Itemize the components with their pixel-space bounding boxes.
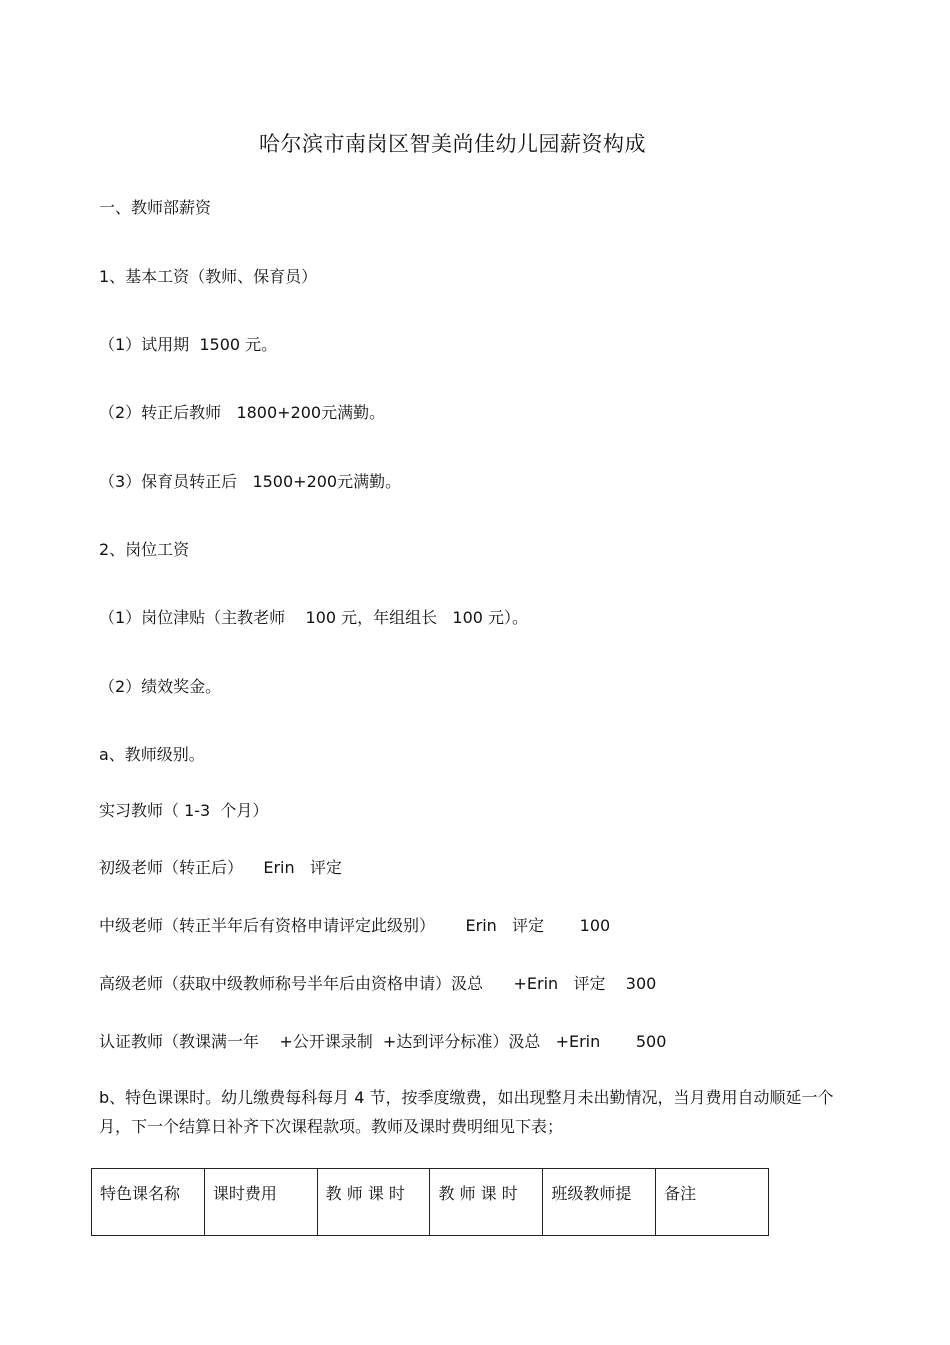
level-intern: 实习教师（ 1-3 个月） bbox=[99, 801, 269, 820]
item-childcare-worker: （3）保育员转正后 1500+200元满勤。 bbox=[99, 472, 402, 491]
item-regular-teacher: （2）转正后教师 1800+200元满勤。 bbox=[99, 403, 386, 422]
item-post-allowance: （1）岗位津贴（主教老师 100 元，年组组长 100 元）。 bbox=[99, 608, 529, 627]
level-junior: 初级老师（转正后） Erin 评定 bbox=[99, 858, 342, 877]
section-heading-teacher-salary: 一、教师部薪资 bbox=[99, 198, 212, 217]
page-title: 哈尔滨市南岗区智美尚佳幼儿园薪资构成 bbox=[259, 132, 646, 156]
level-intermediate: 中级老师（转正半年后有资格申请评定此级别） Erin 评定 100 bbox=[99, 916, 611, 935]
fee-table bbox=[91, 1168, 769, 1236]
heading-basic-wage: 1、基本工资（教师、保育员） bbox=[99, 267, 318, 286]
level-certified: 认证教师（教课满一年 +公开课录制 +达到评分标准）汲总 +Erin 500 bbox=[99, 1032, 667, 1051]
table-header-row bbox=[92, 1169, 769, 1236]
item-performance-bonus: （2）绩效奖金。 bbox=[99, 677, 222, 696]
table-header-cell: 特色课名称 bbox=[92, 1169, 205, 1236]
item-probation: （1）试用期 1500 元。 bbox=[99, 335, 278, 354]
item-teacher-level: a、教师级别。 bbox=[99, 745, 205, 764]
table-header-cell: 课时费用 bbox=[204, 1169, 317, 1236]
special-course-paragraph: b、特色课课时。幼儿缴费每科每月 4 节，按季度缴费，如出现整月未出勤情况，当月费用自动顺延一个月，下一个结算日补齐下次课程款项。教师及课时费明细见下表； bbox=[99, 1088, 834, 1136]
table-header-cell: 教 师 课 时 bbox=[430, 1169, 543, 1236]
table-header-cell: 备注 bbox=[656, 1169, 769, 1236]
level-senior: 高级老师（获取中级教师称号半年后由资格申请）汲总 +Erin 评定 300 bbox=[99, 974, 657, 993]
table-header-cell: 班级教师提 bbox=[543, 1169, 656, 1236]
table-header-cell: 教 师 课 时 bbox=[317, 1169, 430, 1236]
heading-post-wage: 2、岗位工资 bbox=[99, 540, 190, 559]
